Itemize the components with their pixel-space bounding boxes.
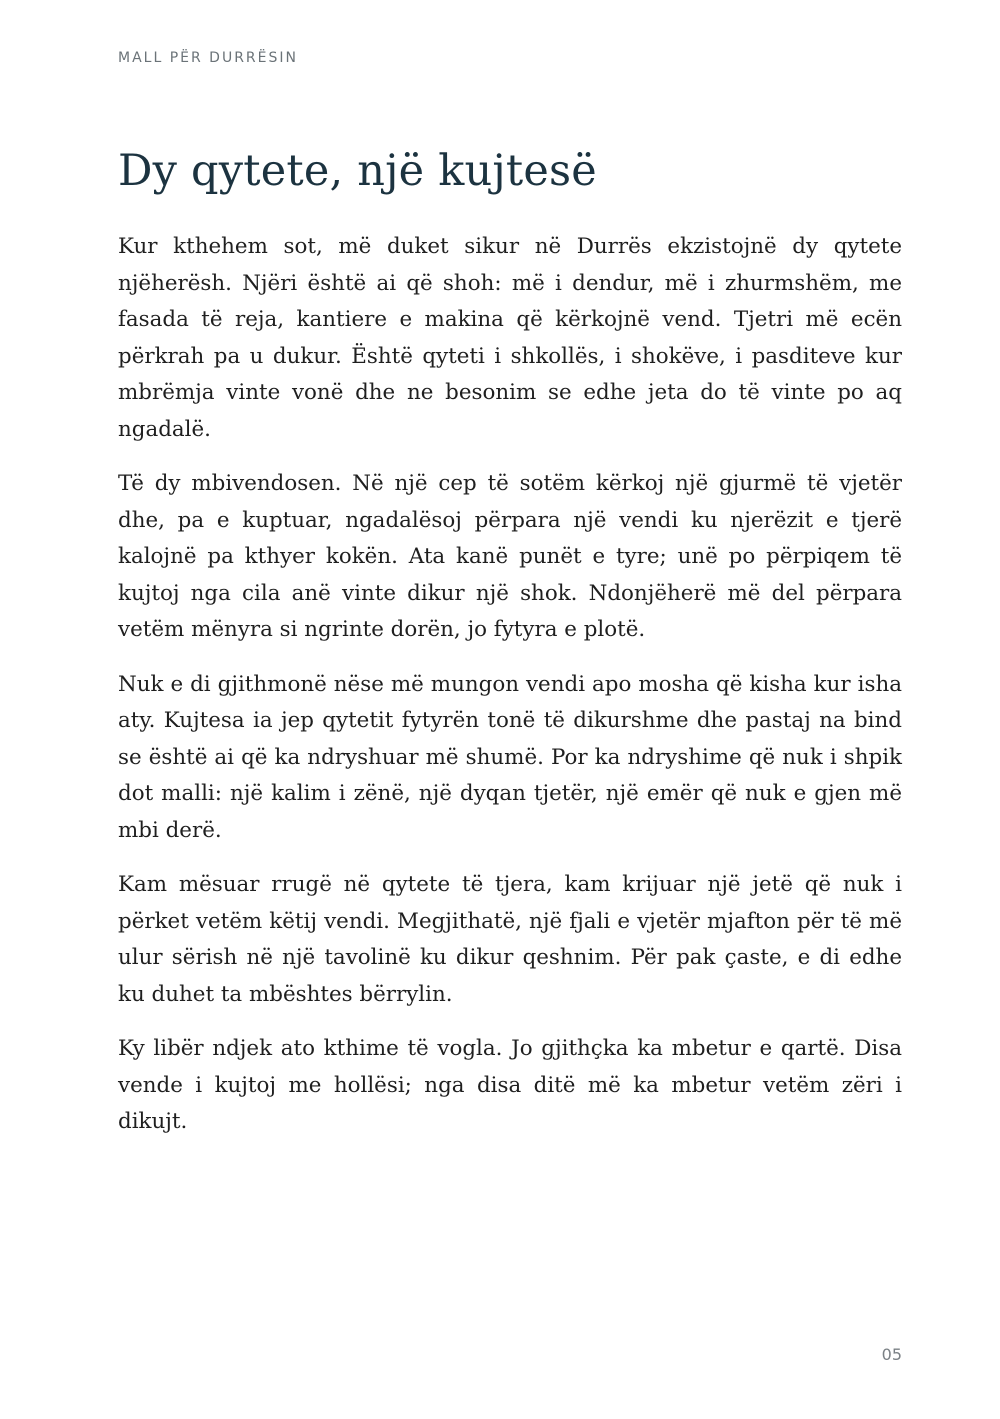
paragraph-2: Të dy mbivendosen. Në një cep të sotëm kërkoj një gjurmë të vjetër dhe, pa e kuptuar, ngadalësoj përpara një vendi ku njerëzit e tjerë kalojnë pa kthyer kokën. Ata kanë punët e tyre; unë po përpiqem të kujtoj nga cila anë vinte dikur një shok. Ndonjëherë më del përpara vetëm mënyra si ngrinte dorën, jo fytyra e plotë. <box>118 471 902 642</box>
paragraph-5: Ky libër ndjek ato kthime të vogla. Jo gjithçka ka mbetur e qartë. Disa vende i kujtoj me hollësi; nga disa ditë më ka mbetur vetëm zëri i dikujt. <box>118 1036 902 1134</box>
chapter-body <box>118 229 902 1159</box>
paragraph-4: Kam mësuar rrugë në qytete të tjera, kam krijuar një jetë që nuk i përket vetëm këtij vendi. Megjithatë, një fjali e vjetër mjafton për të më ulur sërish në një tavolinë ku dikur qeshnim. Për pak çaste, e di edhe ku duhet ta mbështes bërrylin. <box>118 872 902 1007</box>
page-number: 05 <box>881 1345 902 1364</box>
paragraph-3: Nuk e di gjithmonë nëse më mungon vendi apo mosha që kisha kur isha aty. Kujtesa ia jep qytetit fytyrën tonë të dikurshme dhe pastaj na bind se është ai që ka ndryshuar më shumë. Por ka ndryshime që nuk i shpik dot malli: një kalim i zënë, një dyqan tjetër, një emër që nuk e gjen më mbi derë. <box>118 671 902 843</box>
chapter-title: Dy qytete, një kujtesë <box>118 146 597 196</box>
paragraph-1: Kur kthehem sot, më duket sikur në Durrës ekzistojnë dy qytete njëherësh. Njëri është ai që shoh: më i dendur, më i zhurmshëm, me fasada të reja, kantiere e makina që kërkojnë vend. Tjetri më ecën përkrah pa u dukur. Është qyteti i shkollës, i shokëve, i pasditeve kur mbrëmja vinte vonë dhe ne besonim se edhe jeta do të vinte po aq ngadalë. <box>118 234 902 442</box>
running-header: MALL PËR DURRËSIN <box>118 50 298 66</box>
